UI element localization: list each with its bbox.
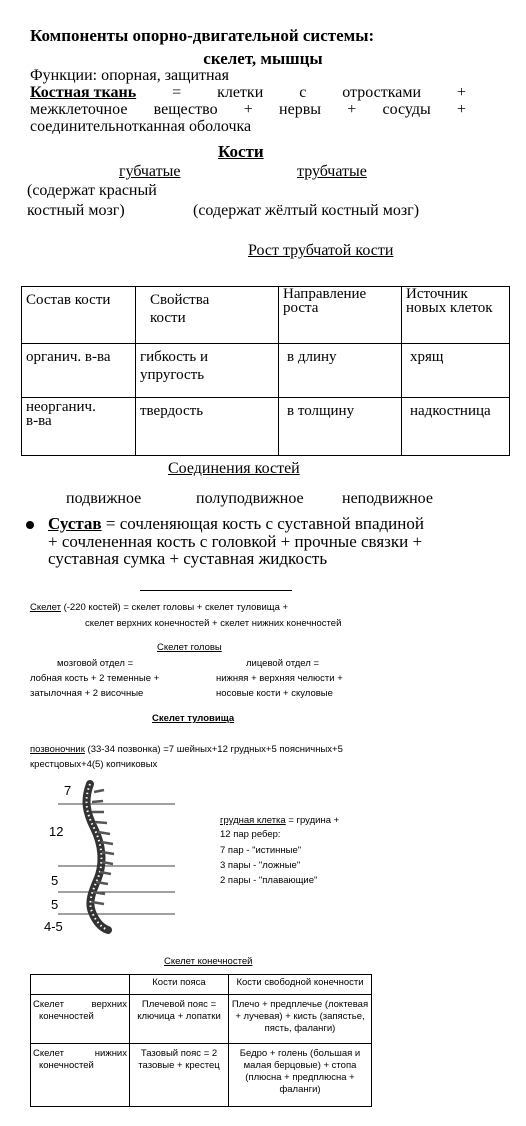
bone-tissue-word: + bbox=[243, 101, 253, 118]
cell-line: твердость bbox=[140, 403, 204, 419]
brain-section-line3: затылочная + 2 височные bbox=[30, 688, 144, 699]
chest-text: = грудина + bbox=[285, 815, 340, 826]
limbs-skeleton-heading: Скелет конечностей bbox=[164, 956, 253, 967]
cell-line: пясть, фаланги) bbox=[264, 1023, 336, 1034]
table-cell bbox=[229, 995, 372, 1044]
cell-line: конечностей bbox=[39, 1011, 94, 1022]
table-cell bbox=[136, 398, 279, 456]
joint-term: Сустав bbox=[48, 514, 102, 533]
cell-line: надкостница bbox=[410, 403, 491, 419]
cell-line: Источник bbox=[406, 286, 468, 302]
table-header-cell bbox=[31, 975, 130, 995]
bone-tissue-word: + bbox=[456, 101, 466, 118]
joint-type-fixed: неподвижное bbox=[342, 490, 433, 507]
table-cell bbox=[130, 1044, 229, 1107]
table-row bbox=[31, 1044, 372, 1107]
table-cell bbox=[31, 995, 130, 1044]
table-header-cell bbox=[402, 287, 510, 344]
cell-line: органич. в-ва bbox=[26, 349, 111, 365]
cell-line: Направление bbox=[283, 286, 367, 302]
cell-line: гибкость и bbox=[140, 349, 209, 365]
cell-line: малая берцовые) + стопа bbox=[243, 1060, 357, 1071]
spine-column bbox=[87, 784, 108, 930]
skeleton-line2: скелет верхних конечностей + скелет нижних конечностей bbox=[85, 618, 342, 629]
cell-line: ключица + лопатки bbox=[137, 1011, 221, 1022]
cell-line: в толщину bbox=[287, 403, 355, 419]
cell-line: тазовые + крестец bbox=[138, 1060, 220, 1071]
cell-line bbox=[33, 1048, 127, 1060]
table-cell bbox=[402, 398, 510, 456]
spine-label-lumbar: 5 bbox=[51, 873, 59, 888]
cell-line: кости bbox=[150, 310, 186, 326]
table-cell bbox=[22, 344, 136, 398]
bone-tissue-word: + bbox=[347, 101, 357, 118]
joint-definition-line2: + сочлененная кость с головкой + прочные связки + bbox=[48, 532, 423, 551]
skeleton-term: Скелет bbox=[30, 602, 61, 613]
cell-word: Скелет bbox=[33, 1048, 64, 1059]
brain-section-line2: лобная кость + 2 теменные + bbox=[30, 673, 160, 684]
bone-tissue-word: + bbox=[456, 84, 466, 101]
joints-heading: Соединения костей bbox=[168, 460, 300, 477]
bone-type-tubular: трубчатые bbox=[297, 163, 367, 180]
cell-line: упругость bbox=[140, 367, 205, 383]
cell-line: в-ва bbox=[26, 413, 52, 429]
cell-line: роста bbox=[283, 300, 319, 316]
page-subtitle: скелет, мышцы bbox=[203, 49, 323, 68]
table-header-cell bbox=[22, 287, 136, 344]
joint-type-mobile: подвижное bbox=[66, 490, 142, 507]
cell-line: хрящ bbox=[410, 349, 444, 365]
bone-tissue-word: вещество bbox=[153, 101, 218, 118]
functions-line: Функции: опорная, защитная bbox=[30, 67, 230, 84]
cell-line: + лучевая) + кисть (запястье, bbox=[235, 1011, 365, 1022]
spine-label-sacral: 5 bbox=[51, 897, 59, 912]
joint-definition-line3: суставная сумка + суставная жидкость bbox=[48, 549, 328, 568]
cell-line: в длину bbox=[287, 349, 337, 365]
bone-note-yellow-marrow: (содержат жёлтый костный мозг) bbox=[193, 202, 420, 219]
table-header-cell bbox=[136, 287, 279, 344]
cell-line: неорганич. bbox=[26, 399, 96, 415]
cell-line: (плюсна + предплюсна + bbox=[245, 1072, 355, 1083]
brain-section-line1: мозговой отдел = bbox=[57, 658, 134, 669]
spine-line2: крестцовых+4(5) копчиковых bbox=[30, 759, 158, 770]
table-cell bbox=[136, 344, 279, 398]
spine-term: позвоночник bbox=[30, 744, 85, 755]
table-header-cell bbox=[279, 287, 402, 344]
cell-line: новых клеток bbox=[406, 300, 493, 316]
cell-line: Тазовый пояс = 2 bbox=[140, 1048, 218, 1059]
skeleton-line1 bbox=[30, 602, 288, 614]
bone-tissue-word: сосуды bbox=[382, 101, 431, 118]
joint-definition-line1 bbox=[48, 514, 424, 534]
table-row bbox=[22, 398, 510, 456]
growth-heading: Рост трубчатой кости bbox=[248, 242, 394, 259]
face-section-line1: лицевой отдел = bbox=[246, 658, 319, 669]
bone-tissue-term: Костная ткань bbox=[30, 84, 137, 101]
spine-line1 bbox=[30, 744, 343, 756]
joint-type-semimobile: полуподвижное bbox=[196, 490, 304, 507]
bone-tissue-word: = bbox=[172, 84, 182, 101]
divider bbox=[140, 590, 292, 591]
joint-definition-text: = сочленяющая кость с суставной впадиной bbox=[101, 514, 424, 533]
cell-line: конечностей bbox=[39, 1060, 94, 1071]
chest-term: грудная клетка bbox=[220, 815, 286, 826]
face-section-line3: носовые кости + скуловые bbox=[216, 688, 333, 699]
cell-word: Скелет bbox=[33, 999, 64, 1010]
bone-tissue-word: с bbox=[299, 84, 307, 101]
limbs-table bbox=[30, 974, 372, 1107]
table-cell bbox=[229, 1044, 372, 1107]
chest-line1 bbox=[220, 815, 339, 827]
cell-line: Плечевой пояс = bbox=[141, 999, 217, 1010]
cell-word: нижних bbox=[94, 1048, 127, 1059]
table-header-cell: Кости свободной конечности bbox=[229, 975, 372, 995]
face-section-line2: нижняя + верхняя челюсти + bbox=[216, 673, 343, 684]
head-skeleton-heading: Скелет головы bbox=[157, 642, 222, 653]
growth-table bbox=[21, 286, 510, 456]
spine-label-cervical: 7 bbox=[64, 783, 72, 798]
bone-tissue-word: отростками bbox=[342, 84, 422, 101]
table-cell bbox=[31, 1044, 130, 1107]
cell-word: верхних bbox=[91, 999, 127, 1010]
bullet-icon bbox=[26, 521, 34, 529]
cell-line: Состав кости bbox=[26, 292, 111, 308]
bone-tissue-line1 bbox=[30, 84, 466, 102]
spine-label-thoracic: 12 bbox=[49, 824, 64, 839]
trunk-skeleton-heading: Скелет туловища bbox=[152, 713, 235, 724]
spine-text: (33-34 позвонка) =7 шейных+12 грудных+5 поясничных+5 bbox=[84, 744, 343, 755]
bone-tissue-line2 bbox=[30, 101, 466, 119]
cell-line: Бедро + голень (большая и bbox=[239, 1048, 361, 1059]
skeleton-text: (-220 костей) = скелет головы + скелет туловища + bbox=[60, 602, 289, 613]
cell-line: фаланги) bbox=[279, 1084, 321, 1095]
cell-line: Свойства bbox=[150, 292, 210, 308]
table-row bbox=[22, 344, 510, 398]
bone-note-red-marrow-2: костный мозг) bbox=[27, 202, 125, 219]
bone-tissue-word: клетки bbox=[217, 84, 264, 101]
table-cell bbox=[22, 398, 136, 456]
table-row bbox=[31, 995, 372, 1044]
table-cell bbox=[279, 398, 402, 456]
bone-type-spongy: губчатые bbox=[119, 163, 181, 180]
bone-note-red-marrow-1: (содержат красный bbox=[27, 182, 157, 199]
spine-illustration bbox=[40, 778, 200, 938]
table-cell bbox=[279, 344, 402, 398]
chest-line: 3 пары - "ложные" bbox=[220, 860, 301, 871]
bones-heading: Кости bbox=[218, 142, 264, 161]
chest-line: 2 пары - "плавающие" bbox=[220, 875, 318, 886]
chest-line: 12 пар ребер: bbox=[220, 829, 281, 840]
table-cell bbox=[402, 344, 510, 398]
table-cell bbox=[130, 995, 229, 1044]
spine-label-coccyx: 4-5 bbox=[44, 919, 63, 934]
bone-tissue-word: нервы bbox=[279, 101, 321, 118]
table-header-row bbox=[31, 975, 372, 995]
table-header-cell: Кости пояса bbox=[130, 975, 229, 995]
cell-line bbox=[33, 999, 127, 1011]
page-title: Компоненты опорно-двигательной системы: bbox=[30, 26, 375, 45]
chest-line: 7 пар - "истинные" bbox=[220, 845, 302, 856]
bone-tissue-word: межклеточное bbox=[30, 101, 128, 118]
table-header-row bbox=[22, 287, 510, 344]
cell-line: Плечо + предплечье (локтевая bbox=[231, 999, 369, 1010]
bone-tissue-line3: соединительнотканная оболочка bbox=[30, 118, 252, 135]
